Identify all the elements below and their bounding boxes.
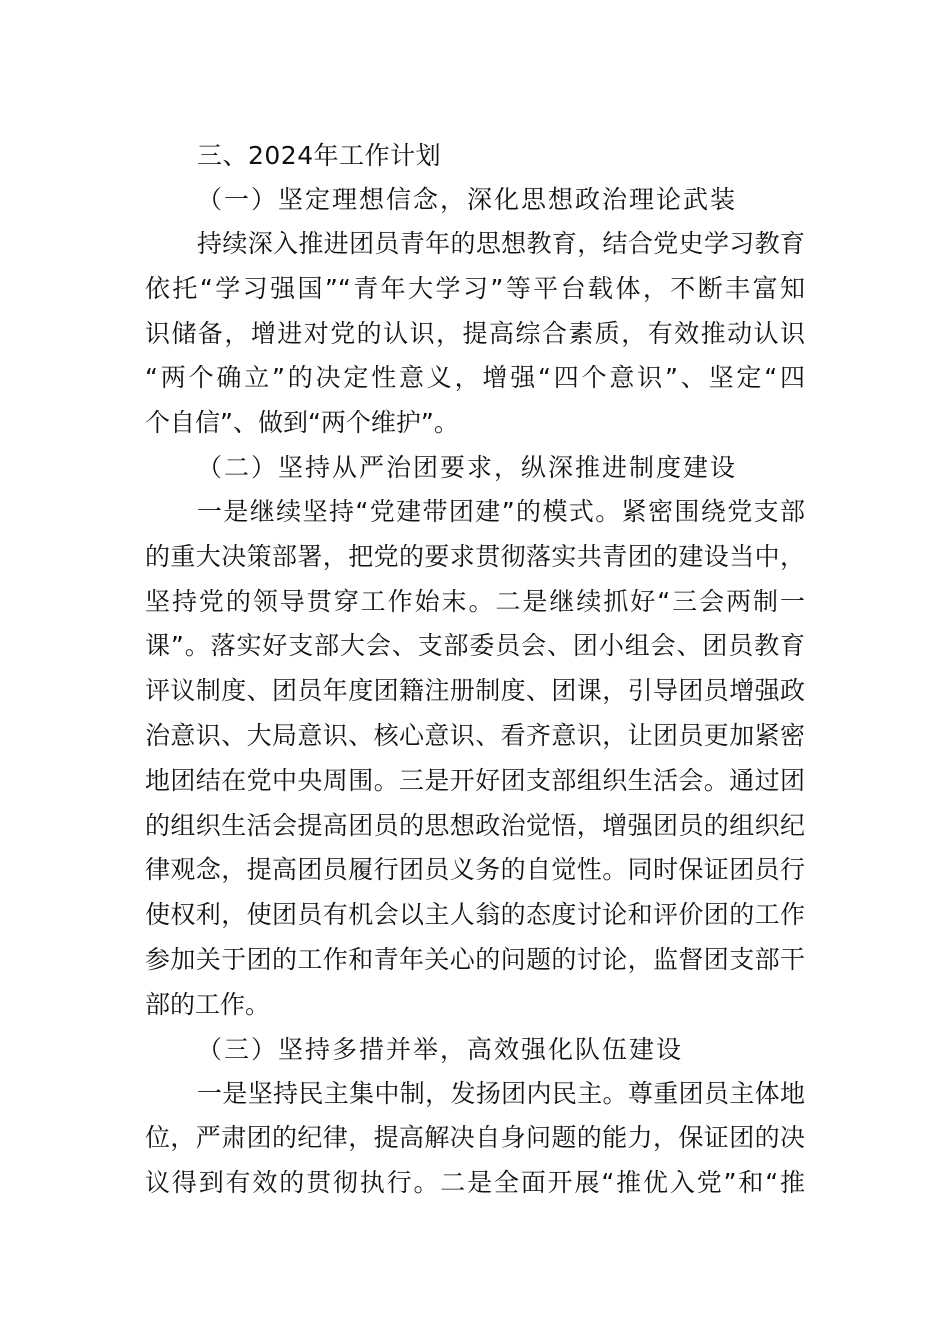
text-line: 治意识、大局意识、核心意识、看齐意识，让团员更加紧密 [145,720,805,750]
text-line: 依托“学习强国”“青年大学习”等平台载体，不断丰富知 [145,273,805,303]
text-line: 一是继续坚持“党建带团建”的模式。紧密围绕党支部 [197,496,805,526]
text-line: 议得到有效的贯彻执行。二是全面开展“推优入党”和“推 [145,1168,805,1198]
section-title: 三、2024年工作计划 [197,141,442,170]
text-line: 评议制度、团员年度团籍注册制度、团课，引导团员增强政 [145,676,805,706]
part2-heading: （二）坚持从严治团要求，纵深推进制度建设 [197,452,738,482]
document-body [145,134,805,1206]
text-line: 的组织生活会提高团员的思想政治觉悟，增强团员的组织纪 [145,810,805,840]
text-line: 的重大决策部署，把党的要求贯彻落实共青团的建设当中， [145,541,805,571]
part3-paragraph [145,1072,805,1206]
part1-heading: （一）坚定理想信念，深化思想政治理论武装 [197,185,738,214]
text-line: “两个确立”的决定性意义，增强“四个意识”、坚定“四 [145,363,805,393]
text-line: 位，严肃团的纪律，提高解决自身问题的能力，保证团的决 [145,1123,805,1153]
text-line: 识储备，增进对党的认识，提高综合素质，有效推动认识 [145,318,805,348]
part2-paragraph [145,490,805,1028]
text-line: 部的工作。 [145,989,271,1019]
text-line: 使权利，使团员有机会以主人翁的态度讨论和评价团的工作 [145,900,805,930]
text-line: 个自信”、做到“两个维护”。 [145,408,459,438]
text-line: 坚持党的领导贯穿工作始末。二是继续抓好“三会两制一 [145,586,805,616]
text-line: 参加关于团的工作和青年关心的问题的讨论，监督团支部干 [145,944,805,974]
text-line: 持续深入推进团员青年的思想教育，结合党史学习教育 [197,229,805,258]
part3-heading: （三）坚持多措并举，高效强化队伍建设 [197,1034,684,1064]
text-line: 律观念，提高团员履行团员义务的自觉性。同时保证团员行 [145,855,805,885]
text-line: 一是坚持民主集中制，发扬团内民主。尊重团员主体地 [197,1078,805,1108]
text-line: 地团结在党中央周围。三是开好团支部组织生活会。通过团 [145,765,805,795]
text-line: 课”。落实好支部大会、支部委员会、团小组会、团员教育 [145,631,805,661]
part1-paragraph [145,222,805,446]
